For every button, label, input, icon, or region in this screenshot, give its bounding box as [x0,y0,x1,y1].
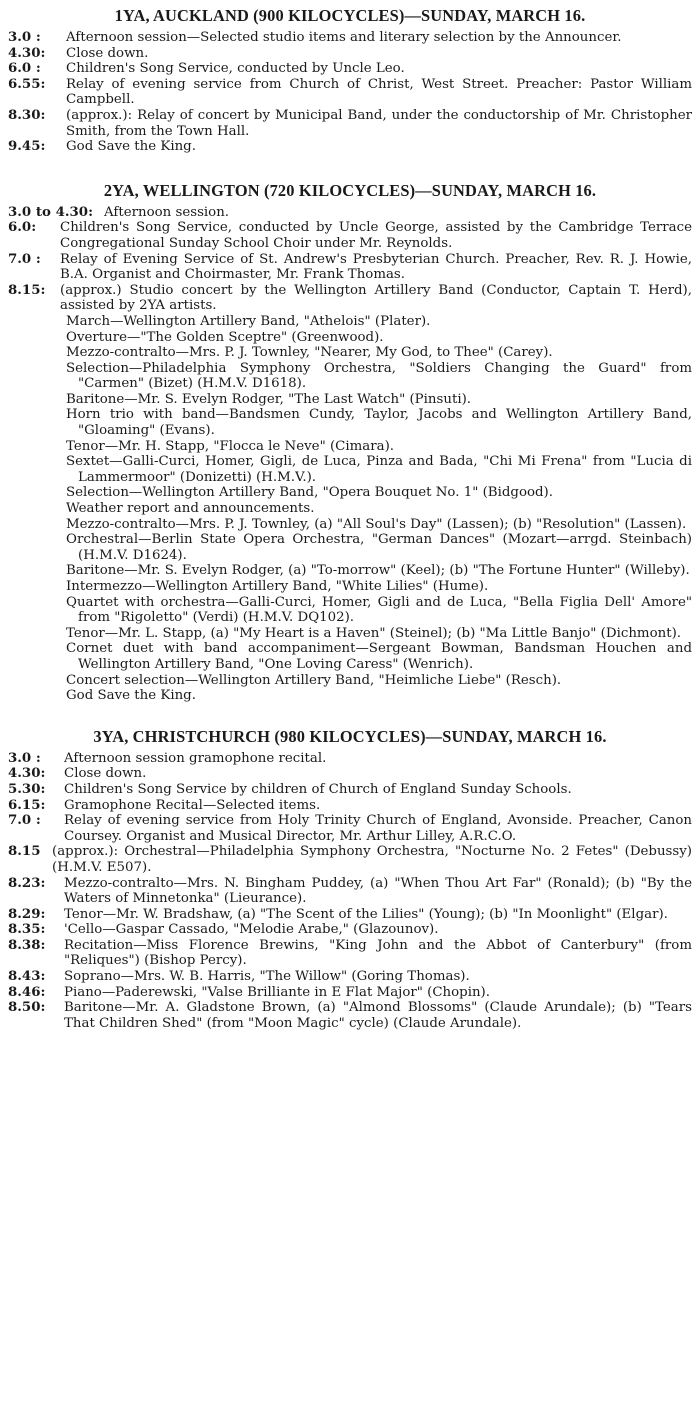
programme-entry [8,46,692,62]
concert-item: Selection—Wellington Artillery Band, "Opera Bouquet No. 1" (Bidgood). [66,485,553,501]
section-christchurch [8,727,692,1032]
programme-entry [8,766,692,782]
concert-item: Orchestral—Berlin State Opera Orchestra, "German Dances" (Mozart—arrgd. Steinbach) (H.M.V. D1624). [66,532,692,563]
programme-entry [8,205,692,221]
entry-time: 4.30: [8,44,46,61]
entry-text: Soprano—Mrs. W. B. Harris, "The Willow" (Goring Thomas). [64,969,470,985]
entry-time: 5.30: [8,780,46,797]
programme-entry [8,139,692,155]
programme-entry [8,283,692,314]
entry-text: Relay of evening service from Church of Christ, West Street. Preacher: Pastor William Campbell. [66,76,692,108]
concert-item: Selection—Philadelphia Symphony Orchestra, "Soldiers Changing the Guard" from "Carmen" (Bizet) (H.M.V. D1618). [66,360,692,392]
section-heading: 2YA, WELLINGTON (720 KILOCYCLES)—SUNDAY, MARCH 16. [103,180,597,200]
entry-time: 6.55: [8,75,46,92]
programme-entry [8,220,692,251]
concert-item: God Save the King. [66,688,196,704]
programme-entry [8,876,692,907]
entry-text: Relay of Evening Service of St. Andrew's Presbyterian Church. Preacher, Rev. R. J. Howie, B.A. Organist and Choirmaster, Mr. Frank Thomas. [60,251,692,283]
entry-text: Close down. [64,766,147,782]
concert-item: Quartet with orchestra—Galli-Curci, Homer, Gigli and de Luca, "Bella Figlia Dell' Amore" from "Rigoletto" (Verdi) (H.M.V. DQ102). [66,594,692,626]
programme-entry [8,844,692,875]
entry-time: 6.0: [8,219,37,236]
entry-text: Afternoon session gramophone recital. [64,750,327,766]
section-heading: 1YA, AUCKLAND (900 KILOCYCLES)—SUNDAY, MARCH 16. [114,6,586,25]
entry-time: 8.50: [8,999,46,1016]
programme-entry [8,938,692,969]
entry-text: (approx.): Relay of concert by Municipal Band, under the conductorship of Mr. Christopher Smith, from the Town Hall. [66,107,692,139]
section-gap [8,155,692,175]
programme-entry [8,252,692,283]
concert-item: Baritone—Mr. S. Evelyn Rodger, (a) "To-morrow" (Keel); (b) "The Fortune Hunter" (Willeby). [66,563,690,579]
concert-item: March—Wellington Artillery Band, "Athelois" (Plater). [66,313,431,329]
entry-time: 3.0 : [8,749,41,766]
programme-entry [8,985,692,1001]
programme-entry [8,782,692,798]
entry-time: 8.23: [8,874,46,891]
entry-text: Afternoon session—Selected studio items and literary selection by the Announcer. [66,30,622,45]
entry-text: Children's Song Service, conducted by Uncle George, assisted by the Cambridge Terrace Congregational Sunday School Choir under Mr. Reynolds. [60,220,692,251]
entry-time: 4.30: [8,765,46,782]
concert-item: Mezzo-contralto—Mrs. P. J. Townley, (a) "All Soul's Day" (Lassen); (b) "Resolution" (Lassen). [66,516,687,532]
entry-time: 7.0 : [8,812,41,829]
section-heading: 3YA, CHRISTCHURCH (980 KILOCYCLES)—SUNDAY, MARCH 16. [93,726,607,746]
entry-text: 'Cello—Gaspar Cassado, "Melodie Arabe," (Glazounov). [64,922,439,938]
concert-item: Horn trio with band—Bandsmen Cundy, Taylor, Jacobs and Wellington Artillery Band, "Gloaming" (Evans). [66,407,692,439]
programme-entry [8,61,692,77]
entry-time: 6.15: [8,796,46,813]
concert-item: Sextet—Galli-Curci, Homer, Gigli, de Luca, Pinza and Bada, "Chi Mi Frena" from "Lucia di Lammermoor" (Donizetti) (H.M.V.). [66,454,692,485]
programme-entry [8,969,692,985]
entry-time: 8.15: [8,281,46,298]
entry-time: 8.29: [8,905,46,922]
entry-text: (approx.) Studio concert by the Wellington Artillery Band (Conductor, Captain T. Herd), assisted by 2YA artists. [60,282,692,314]
entry-time: 7.0 : [8,250,41,267]
entry-text: God Save the King. [66,139,196,155]
concert-item: Weather report and announcements. [66,501,315,517]
entry-time: 8.35: [8,921,46,938]
section-gap [8,704,692,721]
concert-item: Intermezzo—Wellington Artillery Band, "White Lilies" (Hume). [66,579,489,594]
programme-entry [8,751,692,767]
programme-entry [8,108,692,139]
entry-text: Close down. [66,45,149,61]
entry-text: Relay of evening service from Holy Trinity Church of England, Avonside. Preacher, Canon Coursey. Organist and Musical Director, Mr. Arthur Lilley, A.R.C.O. [64,813,692,844]
concert-item: Overture—"The Golden Sceptre" (Greenwood). [66,329,384,345]
entry-text: Recitation—Miss Florence Brewins, "King John and the Abbot of Canterbury" (from "Reliques") (Bishop Percy). [64,937,692,969]
programme-entry [8,798,692,814]
entry-text: Piano—Paderewski, "Valse Brilliante in E Flat Major" (Chopin). [64,984,491,1000]
concert-item: Tenor—Mr. H. Stapp, "Flocca le Neve" (Cimara). [66,438,395,454]
entry-text: Gramophone Recital—Selected items. [64,797,321,813]
entry-text: Afternoon session. [104,204,230,220]
concert-item: Mezzo-contralto—Mrs. P. J. Townley, "Nearer, My God, to Thee" (Carey). [66,345,553,361]
concert-item: Baritone—Mr. S. Evelyn Rodger, "The Last Watch" (Pinsuti). [66,391,472,407]
programme-entry [8,907,692,923]
entry-time: 3.0 : [8,29,41,45]
entry-text: Baritone—Mr. A. Gladstone Brown, (a) "Almond Blossoms" (Claude Arundale); (b) "Tears That Children Shed" (from "Moon Magic" cycle) (Claude Arundale). [64,1000,692,1031]
entry-time: 9.45: [8,138,46,155]
entry-text: Children's Song Service by children of Church of England Sunday Schools. [64,781,572,797]
concert-item: Cornet duet with band accompaniment—Sergeant Bowman, Bandsman Houchen and Wellington Artillery Band, "One Loving Caress" (Wenrich). [66,641,692,672]
programme-entry [8,922,692,938]
entry-time: 6.0 : [8,60,41,77]
programme-entry [8,1000,692,1031]
programme-entry [8,77,692,108]
section-wellington [8,181,692,704]
entry-text: Mezzo-contralto—Mrs. N. Bingham Puddey, (a) "When Thou Art Far" (Ronald); (b) "By the Waters of Minnetonka" (Lieurance). [64,875,692,907]
entry-time: 8.43: [8,968,46,985]
entry-time: 3.0 to 4.30: [8,203,93,220]
programme-entry [8,813,692,844]
entry-time: 8.15 [8,843,41,860]
section-auckland [8,6,692,155]
entry-text: Tenor—Mr. W. Bradshaw, (a) "The Scent of the Lilies" (Young); (b) "In Moonlight" (Elgar). [64,906,668,922]
concert-item: Concert selection—Wellington Artillery Band, "Heimliche Liebe" (Resch). [66,672,562,688]
entry-text: Children's Song Service, conducted by Uncle Leo. [66,61,405,77]
entry-text: (approx.): Orchestral—Philadelphia Symphony Orchestra, "Nocturne No. 2 Fetes" (Debussy) (H.M.V. E507). [52,844,692,875]
entry-time: 8.30: [8,106,46,123]
programme-entry [8,30,692,46]
entry-time: 8.38: [8,936,46,953]
entry-time: 8.46: [8,983,46,1000]
concert-item: Tenor—Mr. L. Stapp, (a) "My Heart is a Haven" (Steinel); (b) "Ma Little Banjo" (Dichmont). [66,625,682,641]
